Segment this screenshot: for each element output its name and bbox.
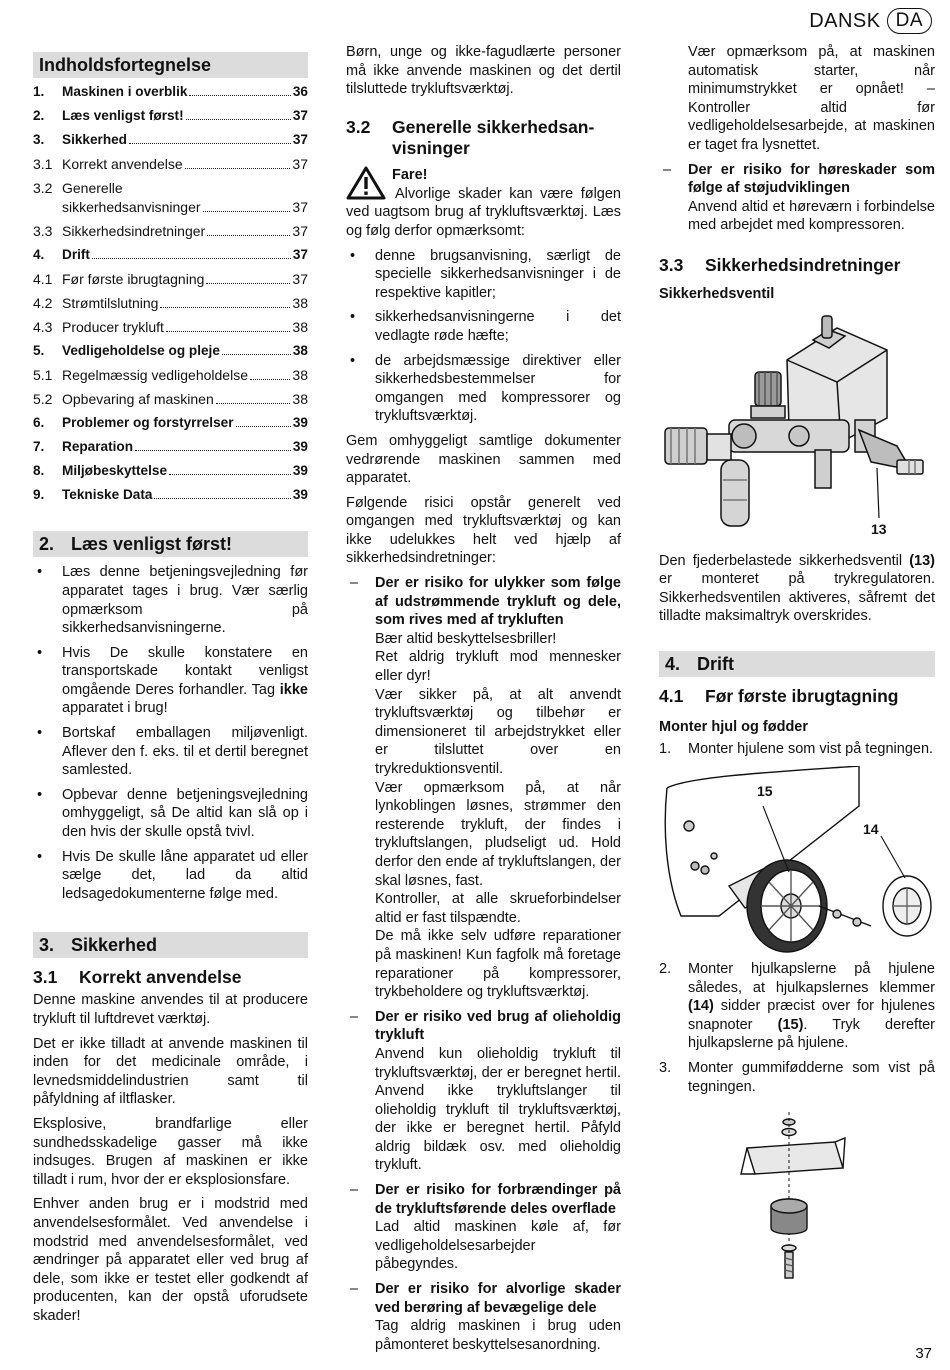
column-middle — [346, 0, 621, 1354]
toc-entry-label: Producer trykluft — [62, 318, 164, 335]
toc-entry[interactable] — [33, 438, 308, 457]
toc-entry-number: 7. — [33, 438, 45, 454]
toc-entry-number: 5.1 — [33, 366, 53, 383]
toc-entry[interactable] — [33, 246, 308, 265]
rubber-foot-illustration — [659, 1108, 935, 1298]
toc-entry-page: 37 — [292, 156, 308, 173]
toc-entry-label: Strømtilslutning — [62, 294, 159, 311]
toc-entry-page: 38 — [292, 366, 308, 383]
toc-entry[interactable] — [33, 222, 308, 241]
toc-entry[interactable] — [33, 270, 308, 289]
toc-entry-page: 37 — [292, 246, 308, 262]
assembly-steps — [659, 740, 935, 759]
section-3-1-heading: 3.1 Korrekt anvendelse — [33, 967, 242, 988]
toc-entry-label: Miljøbeskyttelse — [62, 462, 168, 478]
paragraph: Enhver anden brug er i modstrid med anvendelsesformålet. Ved anvendelse i modstrid med anvendelsesformålet, ved ændringer på apparatet eller ved brug af dele, som ikke er testet eller godkendt af producenten, kan der opstå uforudsete skader! — [33, 1196, 308, 1324]
toc-entry-number: 1. — [33, 84, 45, 100]
toc-entry-label: Drift — [62, 246, 90, 262]
figure-label-15: 15 — [757, 783, 773, 800]
toc-entry-label: Korrekt anvendelse — [62, 156, 183, 173]
toc-entry-label: Vedligeholdelse og pleje — [62, 342, 220, 358]
toc-entry-number: 4.1 — [33, 270, 53, 287]
toc-entry[interactable] — [33, 294, 308, 313]
toc-entry-page: 37 — [292, 108, 308, 124]
section-3-3-heading: 3.3 Sikkerhedsindretninger — [659, 254, 901, 275]
toc-entry-number: 5. — [33, 342, 45, 358]
list-item: • Hvis De skulle låne apparatet ud eller sælge det, lad da altid ledsagedokumenterne følge med. — [33, 848, 308, 904]
language-label: DANSK — [809, 9, 881, 32]
toc-entry-label: Generelle — [62, 180, 123, 197]
table-of-contents — [33, 83, 308, 504]
toc-entry-label: Tekniske Data — [62, 486, 153, 502]
list-item: 1. Monter hjulene som vist på tegningen. — [659, 740, 934, 757]
toc-entry-number: 3.2 — [33, 180, 53, 197]
page-number: 37 — [915, 1345, 932, 1363]
safety-valve-illustration — [659, 310, 935, 550]
risk-item: – Der er risiko for høreskader som følge af støjudviklingen Anvend altid et høreværn i forbindelse med arbejdet med kompressoren. — [659, 161, 935, 235]
wheel-drawing — [659, 766, 935, 956]
warning-icon — [346, 166, 386, 200]
list-item: 2. Monter hjulkapslerne på hjulene således, at hjulkapslernes klemmer (14) sidder præcist over for hjulenes snapnoter (15). Tryk derefter hjulkapslerne på hjulene. — [659, 961, 935, 1052]
toc-entry-label: Problemer og forstyrrelser — [62, 414, 234, 430]
toc-entry-number: 3. — [33, 132, 45, 148]
toc-entry-label: Opbevaring af maskinen — [62, 390, 214, 407]
toc-entry-label: Regelmæssig vedligeholdelse — [62, 366, 248, 383]
risk-item: – Der er risiko for alvorlige skader ved berøring af bevægelige dele Tag aldrig maskinen i brug uden påmonteret beskyttelsesanordning. — [346, 1280, 621, 1354]
toc-entry[interactable] — [33, 366, 308, 385]
risk-list — [659, 161, 935, 235]
column-left — [33, 0, 308, 1326]
list-item: • Læs denne betjeningsvejledning før apparatet tages i brug. Vær særlig opmærksom på sikkerhedsanvisningerne. — [33, 563, 308, 637]
toc-entry-label: sikkerhedsanvisninger — [62, 198, 201, 215]
toc-entry-page: 38 — [292, 390, 308, 407]
paragraph: Gem omhyggeligt samtlige dokumenter vedrørende maskinen sammen med apparatet. — [346, 432, 621, 487]
toc-entry-page: 37 — [292, 198, 308, 215]
toc-entry[interactable] — [33, 390, 308, 409]
list-item: • de arbejdsmæssige direktiver eller sikkerhedsbestemmelser for omgangen med kompressorer og trykluftsværktøj. — [346, 352, 621, 426]
toc-entry-number: 3.3 — [33, 222, 53, 239]
assembly-steps — [659, 960, 935, 1096]
warning-list — [346, 247, 621, 426]
subheading: Sikkerhedsventil — [659, 285, 775, 302]
toc-entry-number: 9. — [33, 486, 45, 502]
pressure-switch-drawing — [659, 310, 935, 550]
warning-text: Alvorlige skader kan være følgen ved uagtsom brug af trykluftsværktøj. Læs og følg derfor opmærksomt: — [346, 185, 621, 239]
figure-label-13: 13 — [871, 520, 887, 537]
paragraph: Det er ikke tilladt at anvende maskinen til inden for det medicinale område, i levnedsmiddelindustrien samt til påfyldning af iltflasker. — [33, 1035, 308, 1108]
toc-entry-page: 37 — [292, 132, 308, 148]
subheading: Monter hjul og fødder — [659, 718, 809, 735]
risk-item: – Der er risiko for forbrændinger på de trykluftsførende deles overflade Lad altid maskinen køle af, før vedligeholdelsesarbejder påbegyndes. — [346, 1181, 621, 1274]
paragraph: Denne maskine anvendes til at producere trykluft til luftdrevet værktøj. — [33, 992, 308, 1028]
toc-entry-label: Maskinen i overblik — [62, 84, 188, 100]
rubber-foot-drawing — [659, 1108, 935, 1298]
section-4-heading: 4. Drift — [659, 651, 935, 677]
toc-entry-page: 39 — [292, 486, 308, 502]
toc-entry-label: Læs venligst først! — [62, 108, 184, 124]
risk-item: – Der er risiko for ulykker som følge af udstrømmende trykluft og dele, som rives med af trykluften Bær altid beskyttelsesbriller! Ret aldrig trykluft mod mennesker eller dyr! Vær sikker på, at alt anvendt trykluftsværktøj og tilbehør er dimensioneret til arbejdstrykket eller er tilsluttet over en trykreduktionsventil. Vær opmærksom på, at når lynkoblingen løsnes, strømmer den resterende trykluft, der findes i trykluftslangen, pludseligt ud. Hold derfor den ende af trykluftslangen, der skal løsnes, fast. Kontroller, at alle skrueforbindelser altid er fast tilspændte. De må ikke selv udføre reparationer på maskinen! Kun fagfolk må foretage reparationer på kompressorer, trykbeholdere og trykluftsværktøj. — [346, 574, 621, 1002]
paragraph: Vær opmærksom på, at maskinen automatisk starter, når minimumstrykket er opnået! – Kontroller altid før vedligeholdelsesarbejde, at maskinen er taget fra lysnettet. — [688, 44, 935, 153]
toc-entry-label: Sikkerhed — [62, 132, 127, 148]
toc-entry-label: Sikkerhedsindretninger — [62, 222, 206, 239]
toc-entry-page: 37 — [292, 222, 308, 239]
paragraph: Børn, unge og ikke-fagudlærte personer må ikke anvende maskinen og det dertil tilsluttede trykluftsværktøj. — [346, 44, 621, 98]
toc-entry-number: 4.3 — [33, 318, 53, 335]
toc-entry-number: 6. — [33, 414, 45, 430]
list-item: • Bortskaf emballagen miljøvenligt. Aflever den f. eks. til et dertil beregnet samlested. — [33, 724, 308, 780]
toc-entry-label: Reparation — [62, 438, 134, 454]
list-item: • Opbevar denne betjeningsvejledning omhyggeligt, så De altid kan slå op i den hvis der skulle opstå tvivl. — [33, 786, 308, 842]
toc-entry-page: 39 — [292, 414, 308, 430]
toc-entry[interactable] — [33, 486, 308, 505]
list-item: • Hvis De skulle konstatere en transportskade kontakt venligst omgående Deres forhandler. Tag ikke apparatet i brug! — [33, 644, 308, 718]
toc-entry-page: 39 — [292, 462, 308, 478]
toc-entry-page: 38 — [292, 318, 308, 335]
toc-entry[interactable] — [33, 131, 308, 150]
section-2-heading: 2. Læs venligst først! — [33, 531, 308, 557]
toc-entry[interactable] — [33, 318, 308, 337]
toc-entry[interactable] — [33, 179, 308, 216]
section-2-list — [33, 563, 308, 903]
toc-entry-page: 38 — [292, 342, 308, 358]
toc-entry[interactable] — [33, 155, 308, 174]
paragraph: Følgende risici opstår generelt ved omgangen med trykluftsværktøj og kan ikke udelukkes helt ved hjælp af sikkerhedsindretninger: — [346, 494, 621, 567]
toc-entry-number: 3.1 — [33, 156, 53, 173]
list-item: • denne brugsanvisning, særligt de specielle sikkerhedsanvisninger i de respektive kapitler; — [346, 247, 621, 303]
list-item: 3. Monter gummifødderne som vist på tegningen. — [659, 1060, 935, 1095]
paragraph: Eksplosive, brandfarlige eller sundhedsskadelige gasser må ikke indsuges. Brugen af maskinen er ikke tilladt i rum, hvor der er eksplosionsfare. — [33, 1115, 308, 1188]
toc-entry-page: 37 — [292, 270, 308, 287]
toc-title: Indholdsfortegnelse — [33, 52, 308, 78]
figure-label-14: 14 — [863, 821, 879, 838]
toc-entry-number: 5.2 — [33, 390, 53, 407]
toc-entry-page: 36 — [292, 84, 308, 100]
section-3-2-heading: 3.2 Generelle sikkerhedsan- visninger — [346, 116, 595, 158]
toc-entry-number: 4.2 — [33, 294, 53, 311]
toc-entry-page: 38 — [292, 294, 308, 311]
toc-entry-number: 4. — [33, 246, 45, 262]
toc-entry[interactable] — [33, 107, 308, 126]
toc-entry[interactable] — [33, 414, 308, 433]
risk-item: – Der er risiko ved brug af olieholdig trykluft Anvend kun olieholdig trykluft til trykluftsværktøj, der er beregnet hertil. Anvend ikke trykluftslanger til olieholdig trykluft til trykluftsværktøj, der ikke er beregnet hertil. Påfyld aldrig bildæk osv. med olieholdig trykluft. — [346, 1008, 621, 1175]
column-right — [659, 0, 935, 1298]
paragraph: Den fjederbelastede sikkerhedsventil (13) er monteret på trykregulatoren. Sikkerhedsventilen aktiveres, såfremt det tilladte maksimaltryk overskrides. — [659, 552, 935, 625]
toc-entry[interactable] — [33, 462, 308, 481]
toc-entry[interactable] — [33, 342, 308, 361]
toc-entry-number: 2. — [33, 108, 45, 124]
warning-label: Fare! — [392, 166, 428, 183]
toc-entry-label: Før første ibrugtagning — [62, 270, 205, 287]
toc-entry-number: 8. — [33, 462, 45, 478]
section-3-heading: 3. Sikkerhed — [33, 932, 308, 958]
language-badge: DA — [887, 8, 932, 34]
wheel-assembly-illustration — [659, 766, 935, 956]
risk-list — [346, 574, 621, 1354]
list-item: • sikkerhedsanvisningerne i det vedlagte røde hæfte; — [346, 308, 621, 345]
toc-entry-page: 39 — [292, 438, 308, 454]
section-4-1-heading: 4.1 Før første ibrugtagning — [659, 685, 899, 706]
toc-entry[interactable] — [33, 83, 308, 102]
